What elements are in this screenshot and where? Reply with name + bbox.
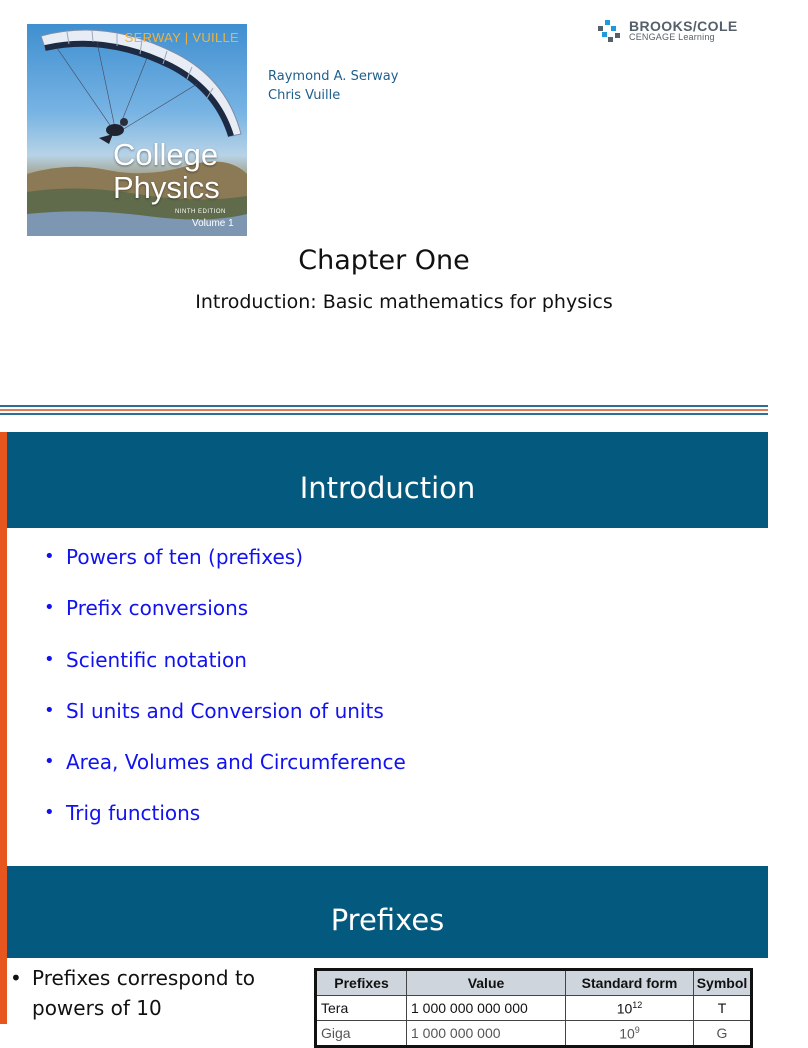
chapter-subtitle: Introduction: Basic mathematics for physics (195, 291, 613, 313)
list-item (44, 542, 406, 593)
divider-line (0, 409, 768, 411)
author-name: Chris Vuille (268, 88, 341, 103)
bullet-icon: • (44, 699, 55, 721)
table-header-row (316, 970, 752, 996)
standard-base: 10 (619, 1025, 635, 1042)
cover-authors-text: SERWAY | VUILLE (124, 30, 239, 45)
bullet-icon: • (44, 546, 55, 567)
list-item-text: Prefix conversions (66, 596, 249, 621)
symbol-cell: G (694, 1021, 752, 1047)
book-cover-image (27, 24, 247, 236)
cover-volume: Volume 1 (192, 218, 234, 229)
title-slide (0, 0, 768, 405)
bullet-icon: • (44, 751, 55, 773)
introduction-slide (0, 432, 768, 866)
list-item (44, 696, 406, 747)
bullet-icon: • (44, 597, 55, 619)
accent-bar (0, 866, 7, 1024)
list-item-text: Trig functions (66, 801, 201, 826)
slide-title: Prefixes (7, 866, 768, 958)
divider-line (0, 413, 768, 415)
value-cell: 1 000 000 000 000 (407, 996, 566, 1021)
chapter-title: Chapter One (298, 245, 470, 276)
value-cell: 1 000 000 000 (407, 1021, 566, 1047)
bullet-icon: • (44, 648, 55, 670)
accent-bar (0, 432, 7, 866)
list-item (44, 798, 406, 849)
column-header: Value (407, 970, 566, 996)
list-item (44, 645, 406, 696)
table-row (316, 1021, 752, 1047)
cover-title-line1: College (113, 137, 219, 172)
list-item (44, 593, 406, 644)
bullet-icon: • (10, 966, 22, 990)
list-item-text: SI units and Conversion of units (66, 698, 384, 723)
table-row (316, 996, 752, 1021)
list-item-text: Scientific notation (66, 647, 247, 672)
publisher-logo-icon (596, 19, 624, 43)
cover-title (113, 138, 220, 204)
prefix-cell: Giga (316, 1021, 407, 1047)
divider-line (0, 405, 768, 407)
list-item-text: Area, Volumes and Circumference (66, 750, 406, 775)
list-item-text: Powers of ten (prefixes) (66, 545, 303, 569)
column-header: Prefixes (316, 970, 407, 996)
cover-edition: NINTH EDITION (175, 209, 226, 215)
slide-title: Introduction (7, 432, 768, 528)
prefix-cell: Tera (316, 996, 407, 1021)
prefix-table (314, 968, 753, 1048)
bullet-list (44, 542, 406, 850)
standard-base: 10 (616, 1000, 633, 1017)
author-name: Raymond A. Serway (268, 69, 399, 84)
list-item (44, 747, 406, 798)
bullet-icon: • (44, 802, 55, 824)
column-header: Standard form (566, 970, 694, 996)
publisher-name: BROOKS/COLE (629, 18, 738, 34)
standard-form-cell (566, 1021, 694, 1047)
publisher-subline: CENGAGE Learning (629, 32, 715, 42)
standard-exponent: 12 (632, 999, 643, 1010)
cover-title-line2: Physics (113, 170, 220, 205)
column-header: Symbol (694, 970, 752, 996)
symbol-cell: T (694, 996, 752, 1021)
standard-exponent: 9 (634, 1024, 640, 1035)
author-list (268, 67, 398, 105)
standard-form-cell (566, 996, 694, 1021)
list-item-text: Prefixes correspond to powers of 10 (32, 966, 256, 1020)
prefixes-slide (0, 866, 768, 1042)
